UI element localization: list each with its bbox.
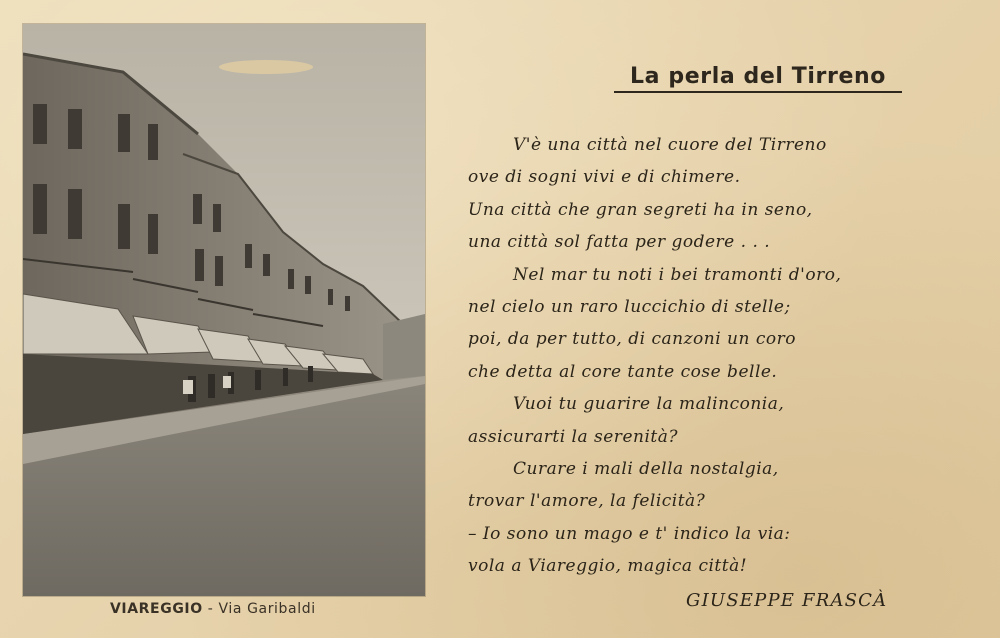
poem-line: che detta al core tante cose belle. bbox=[468, 361, 778, 382]
poem-line: una città sol fatta per godere . . . bbox=[468, 232, 771, 253]
poem-title: La perla del Tirreno bbox=[614, 64, 902, 93]
poem-line: vola a Viareggio, magica città! bbox=[468, 556, 748, 577]
poem-line: V'è una città nel cuore del Tirreno bbox=[513, 135, 827, 155]
poem-author: GIUSEPPE FRASCÀ bbox=[686, 590, 888, 611]
poem-line: nel cielo un raro luccichio di stelle; bbox=[468, 296, 791, 317]
poem-line: ove di sogni vivi e di chimere. bbox=[468, 167, 741, 188]
caption-place: VIAREGGIO bbox=[110, 601, 203, 617]
poem-line: poi, da per tutto, di canzoni un coro bbox=[468, 329, 796, 350]
poem bbox=[468, 129, 968, 582]
street-photo-image bbox=[23, 24, 425, 596]
poem-line: Una città che gran segreti ha in seno, bbox=[468, 199, 813, 220]
caption-separator: - bbox=[202, 601, 219, 617]
poem-line: assicurarti la serenità? bbox=[468, 426, 678, 447]
poem-line: Nel mar tu noti i bei tramonti d'oro, bbox=[513, 264, 842, 285]
poem-line: – Io sono un mago e t' indico la via: bbox=[468, 523, 791, 544]
poem-line: Curare i mali della nostalgia, bbox=[513, 458, 779, 479]
photo-caption bbox=[110, 601, 316, 617]
poem-line: trovar l'amore, la felicità? bbox=[468, 491, 706, 512]
caption-street: Via Garibaldi bbox=[218, 601, 316, 617]
poem-line: Vuoi tu guarire la malinconia, bbox=[513, 394, 785, 415]
street-photo bbox=[23, 24, 425, 596]
photo-stain bbox=[219, 60, 313, 74]
